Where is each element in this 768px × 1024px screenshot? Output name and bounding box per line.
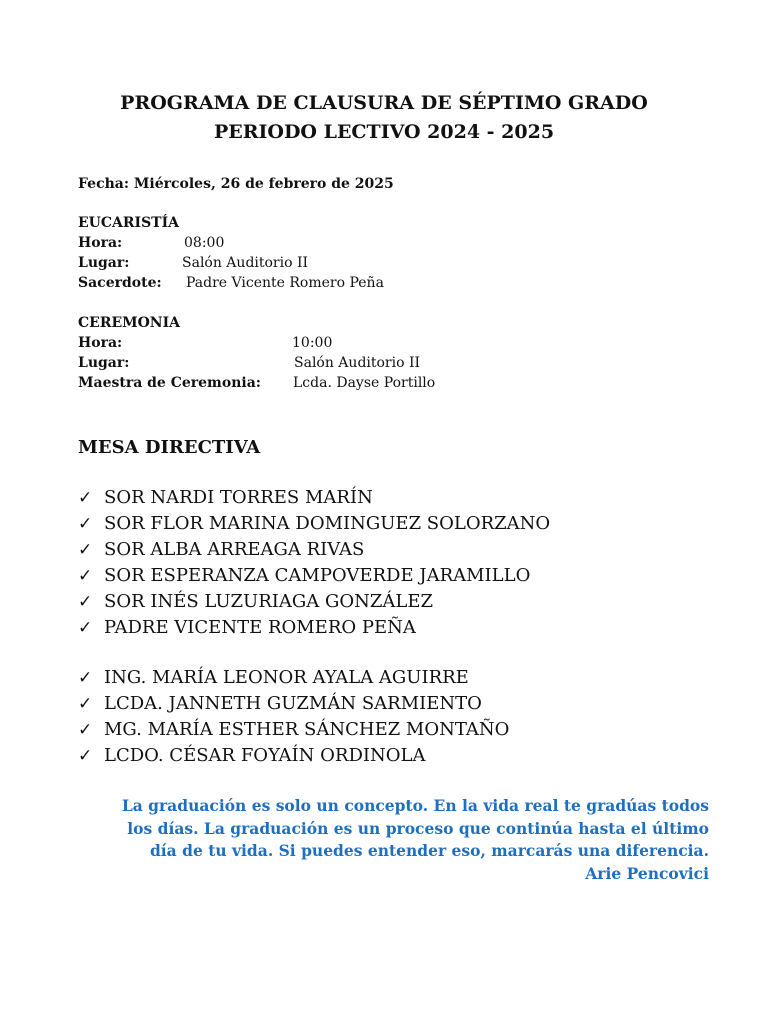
list-item-text: SOR FLOR MARINA DOMINGUEZ SOLORZANO bbox=[104, 513, 551, 534]
document-title-line-2: PERIODO LECTIVO 2024 - 2025 bbox=[213, 121, 555, 143]
checkmark-icon: ✓ bbox=[78, 514, 93, 534]
ceremonia-maestra-value: Lcda. Dayse Portillo bbox=[293, 375, 436, 391]
list-item bbox=[78, 665, 509, 691]
eucaristia-lugar-value: Salón Auditorio II bbox=[182, 255, 309, 271]
ceremonia-lugar-label: Lugar: bbox=[78, 355, 130, 371]
checkmark-icon: ✓ bbox=[78, 694, 93, 714]
fecha-line: Fecha: Miércoles, 26 de febrero de 2025 bbox=[78, 176, 394, 192]
ceremonia-hora-value: 10:00 bbox=[292, 335, 333, 351]
ceremonia-lugar-value: Salón Auditorio II bbox=[294, 355, 421, 371]
ceremonia-hora-label: Hora: bbox=[78, 335, 123, 351]
list-item bbox=[78, 743, 509, 769]
eucaristia-sacerdote-value: Padre Vicente Romero Peña bbox=[186, 275, 384, 291]
quote-author: Arie Pencovici bbox=[585, 863, 709, 883]
list-item bbox=[78, 563, 550, 589]
list-item bbox=[78, 511, 550, 537]
list-item-text: ING. MARÍA LEONOR AYALA AGUIRRE bbox=[104, 667, 469, 688]
list-item-text: LCDA. JANNETH GUZMÁN SARMIENTO bbox=[104, 693, 482, 714]
list-item bbox=[78, 537, 550, 563]
quote-line: día de tu vida. Si puedes entender eso, marcarás una diferencia. bbox=[149, 841, 709, 860]
list-item-text: LCDO. CÉSAR FOYAÍN ORDINOLA bbox=[104, 745, 426, 766]
list-item bbox=[78, 717, 509, 743]
checkmark-icon: ✓ bbox=[78, 668, 93, 688]
list-item bbox=[78, 615, 550, 641]
eucaristia-heading: EUCARISTÍA bbox=[78, 215, 180, 231]
mesa-directiva-heading: MESA DIRECTIVA bbox=[78, 437, 261, 458]
list-item bbox=[78, 485, 550, 511]
eucaristia-sacerdote-label: Sacerdote: bbox=[78, 275, 162, 291]
mesa-directiva-list-2 bbox=[78, 665, 509, 769]
eucaristia-lugar-label: Lugar: bbox=[78, 255, 130, 271]
checkmark-icon: ✓ bbox=[78, 566, 93, 586]
mesa-directiva-list-1 bbox=[78, 485, 550, 641]
list-item-text: SOR ALBA ARREAGA RIVAS bbox=[104, 539, 365, 560]
ceremonia-heading: CEREMONIA bbox=[78, 315, 181, 331]
document-title-line-1: PROGRAMA DE CLAUSURA DE SÉPTIMO GRADO bbox=[120, 92, 648, 114]
list-item-text: MG. MARÍA ESTHER SÁNCHEZ MONTAÑO bbox=[104, 719, 510, 740]
quote-line: los días. La graduación es un proceso que continúa hasta el último bbox=[127, 818, 709, 838]
quote-line: La graduación es solo un concepto. En la vida real te gradúas todos bbox=[121, 796, 709, 815]
checkmark-icon: ✓ bbox=[78, 618, 93, 638]
list-item-text: SOR NARDI TORRES MARÍN bbox=[104, 487, 373, 508]
list-item-text: SOR INÉS LUZURIAGA GONZÁLEZ bbox=[104, 591, 433, 612]
eucaristia-hora-value: 08:00 bbox=[184, 235, 225, 251]
closing-quote bbox=[49, 795, 709, 885]
checkmark-icon: ✓ bbox=[78, 592, 93, 612]
eucaristia-hora-label: Hora: bbox=[78, 235, 123, 251]
checkmark-icon: ✓ bbox=[78, 488, 93, 508]
list-item bbox=[78, 589, 550, 615]
ceremonia-maestra-label: Maestra de Ceremonia: bbox=[78, 375, 261, 391]
list-item bbox=[78, 691, 509, 717]
checkmark-icon: ✓ bbox=[78, 746, 93, 766]
list-item-text: SOR ESPERANZA CAMPOVERDE JARAMILLO bbox=[104, 565, 531, 586]
list-item-text: PADRE VICENTE ROMERO PEÑA bbox=[104, 617, 416, 638]
checkmark-icon: ✓ bbox=[78, 720, 93, 740]
checkmark-icon: ✓ bbox=[78, 540, 93, 560]
